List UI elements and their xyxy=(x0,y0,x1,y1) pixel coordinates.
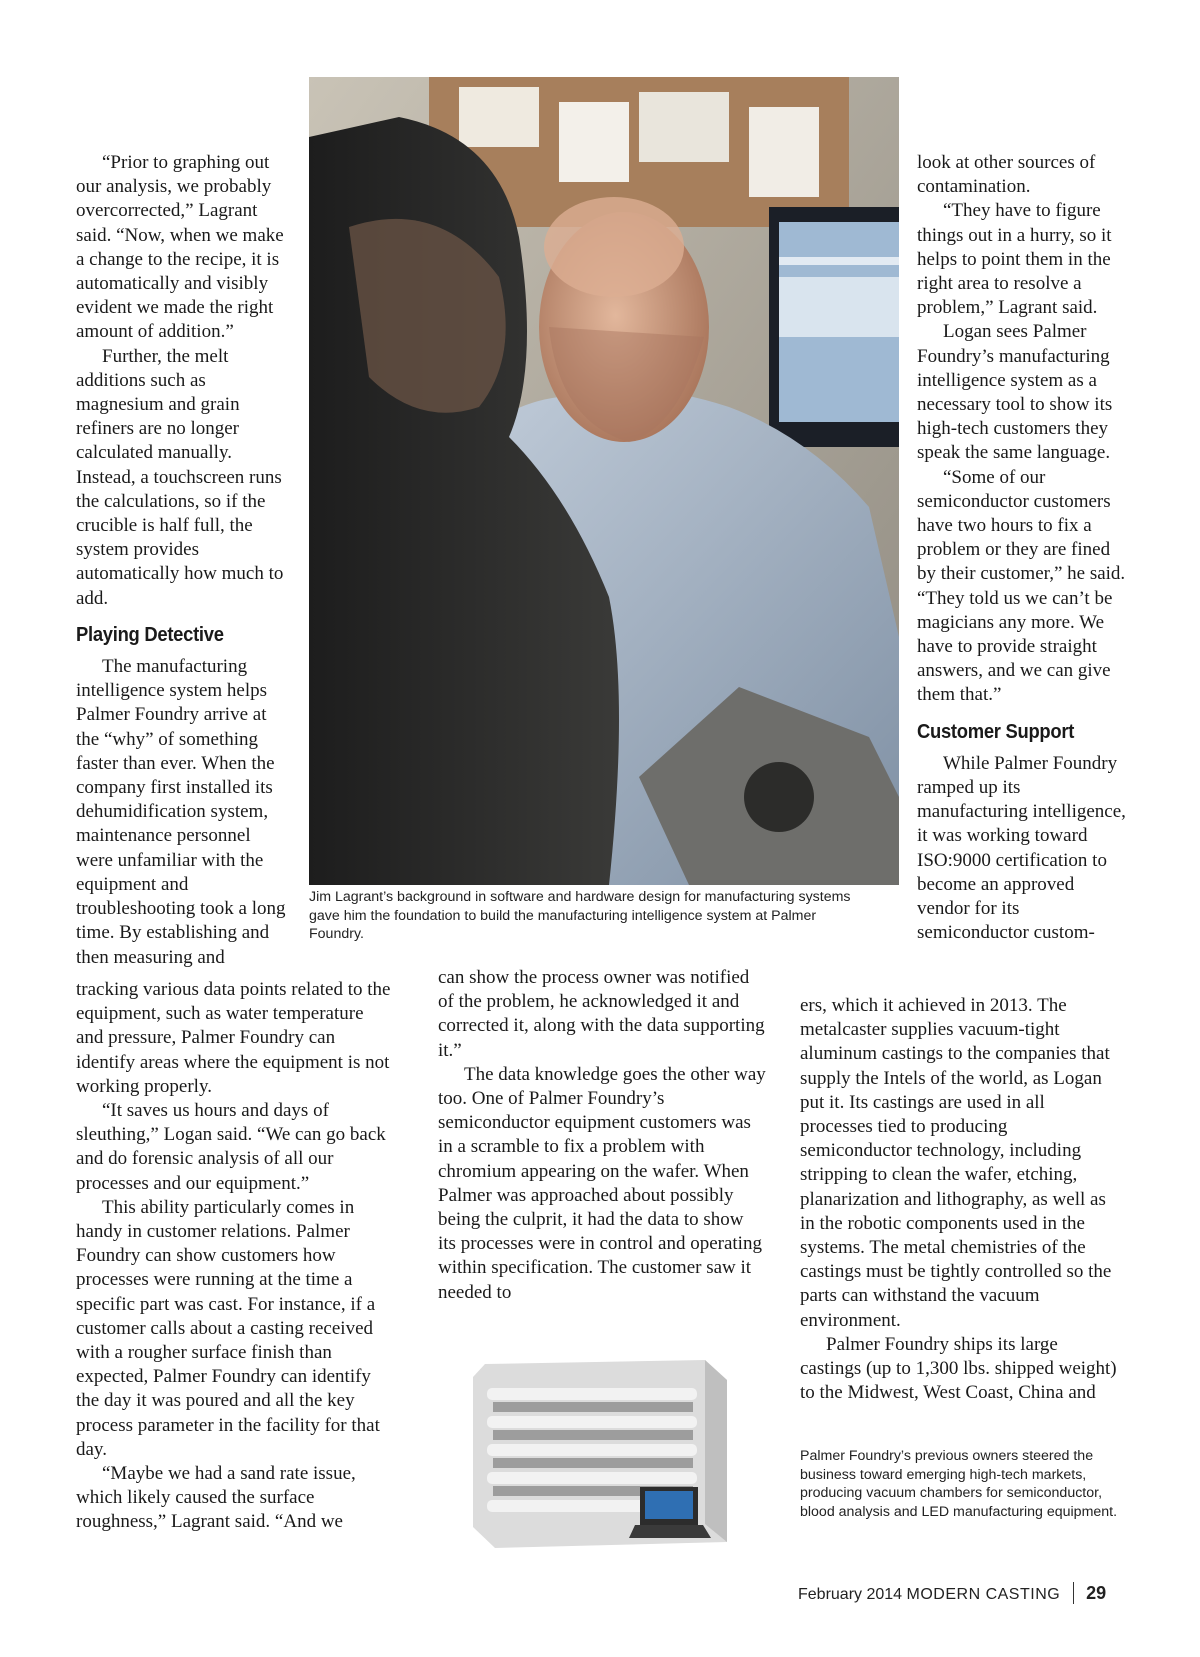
column-3-lower xyxy=(800,994,1122,1405)
col3-paragraph-5a: While Palmer Foundry ramped up its manufacturing intelligence, it was working toward ISO:9000 certification to become an approved vendor for its semiconductor custom- xyxy=(917,752,1126,944)
footer-date: February 2014 xyxy=(798,1586,903,1603)
column-3 xyxy=(917,151,1129,946)
col1-paragraph-5: This ability particularly comes in handy in customer relations. Palmer Foundry can show customers how processes were running at the time a specific part was cast. For instance, if a customer calls about a casting received with a rougher surface finish than expected, Palmer Foundry can identify the day it was poured and all the key process parameter in the facility for that day. xyxy=(76,1196,380,1460)
col3-paragraph-5b: ers, which it achieved in 2013. The metalcaster supplies vacuum-tight aluminum castings to the companies that supply the Intels of the world, as Logan put it. Its castings are used in all processes tied to producing semiconductor technology, including stripping to clean the wafer, etching, planarization and lithography, as well as in the robotic components used in the systems. The metal chemistries of the castings must be tightly controlled so the parts can withstand the vacuum environment. xyxy=(800,995,1112,1331)
column-1-lower xyxy=(76,978,394,1535)
col3-paragraph-2: “They have to figure things out in a hurry, so it helps to point them in the right area to resolve a problem,” Lagrant said. xyxy=(917,200,1112,319)
main-photo xyxy=(309,77,899,885)
photo-caption-2: Palmer Foundry’s previous owners steered the business toward emerging high-tech markets, producing vacuum chambers for semiconductor, blood analysis and LED manufacturing equipment. xyxy=(800,1448,1118,1520)
column-2 xyxy=(438,966,766,1305)
col1-paragraph-4: “It saves us hours and days of sleuthing,” Logan said. “We can go back and do forensic analysis of all our processes and our equipment.” xyxy=(76,1100,386,1194)
col1-paragraph-3b: tracking various data points related to the equipment, such as water temperature and pressure, Palmer Foundry can identify areas where the equipment is not working properly. xyxy=(76,979,391,1097)
page-number: 29 xyxy=(1086,1583,1107,1603)
col1-paragraph-3a: The manufacturing intelligence system helps Palmer Foundry arrive at the “why” of something faster than ever. When the company first installed its dehumidification system, maintenance personnel were unfamiliar with the equipment and troubleshooting took a long time. By establishing and then measuring and xyxy=(76,656,286,968)
column-1 xyxy=(76,151,288,970)
playing-detective-heading: Playing Detective xyxy=(76,623,224,646)
col1-paragraph-1: “Prior to graphing out our analysis, we probably overcorrected,” Lagrant said. “Now, when we make a change to the recipe, it is automatically and visibly evident we made the right amount of addition.” xyxy=(76,152,284,343)
col3-paragraph-4: “Some of our semiconductor customers have two hours to fix a problem or they are fined by their customer,” he said. “They told us we can’t be magicians any more. We have to provide straight answers, and we can give them that.” xyxy=(917,466,1126,706)
col2-paragraph-1: can show the process owner was notified of the problem, he acknowledged it and corrected it, along with the data supporting it.” xyxy=(438,967,765,1061)
vacuum-chamber-photo xyxy=(465,1352,733,1552)
col3-paragraph-3: Logan sees Palmer Foundry’s manufacturing intelligence system as a necessary tool to show its high-tech customers they speak the same language. xyxy=(917,321,1113,464)
page-footer xyxy=(798,1582,1106,1604)
customer-support-heading: Customer Support xyxy=(917,720,1075,743)
footer-divider xyxy=(1073,1582,1074,1604)
col3-paragraph-6: Palmer Foundry ships its large castings (up to 1,300 lbs. shipped weight) to the Midwest, West Coast, China and xyxy=(800,1333,1117,1404)
col3-paragraph-1: look at other sources of contamination. xyxy=(917,152,1096,198)
col2-paragraph-2: The data knowledge goes the other way too. One of Palmer Foundry’s semiconductor equipment customers was in a scramble to fix a problem with chromium appearing on the wafer. When Palmer was approached about possibly being the culprit, it had the data to show its processes were in control and operating within specification. The customer saw it needed to xyxy=(438,1063,766,1303)
photo-caption-1: Jim Lagrant’s background in software and hardware design for manufacturing systems gave him the foundation to build the manufacturing intelligence system at Palmer Foundry. xyxy=(309,889,851,942)
col1-paragraph-2: Further, the melt additions such as magnesium and grain refiners are no longer calculated manually. Instead, a touchscreen runs the calculations, so if the crucible is half full, the system provides automatically how much to add. xyxy=(76,345,284,609)
footer-magazine: MODERN CASTING xyxy=(906,1586,1061,1603)
col1-paragraph-6: “Maybe we had a sand rate issue, which likely caused the surface roughness,” Lagrant said. “And we xyxy=(76,1463,356,1533)
